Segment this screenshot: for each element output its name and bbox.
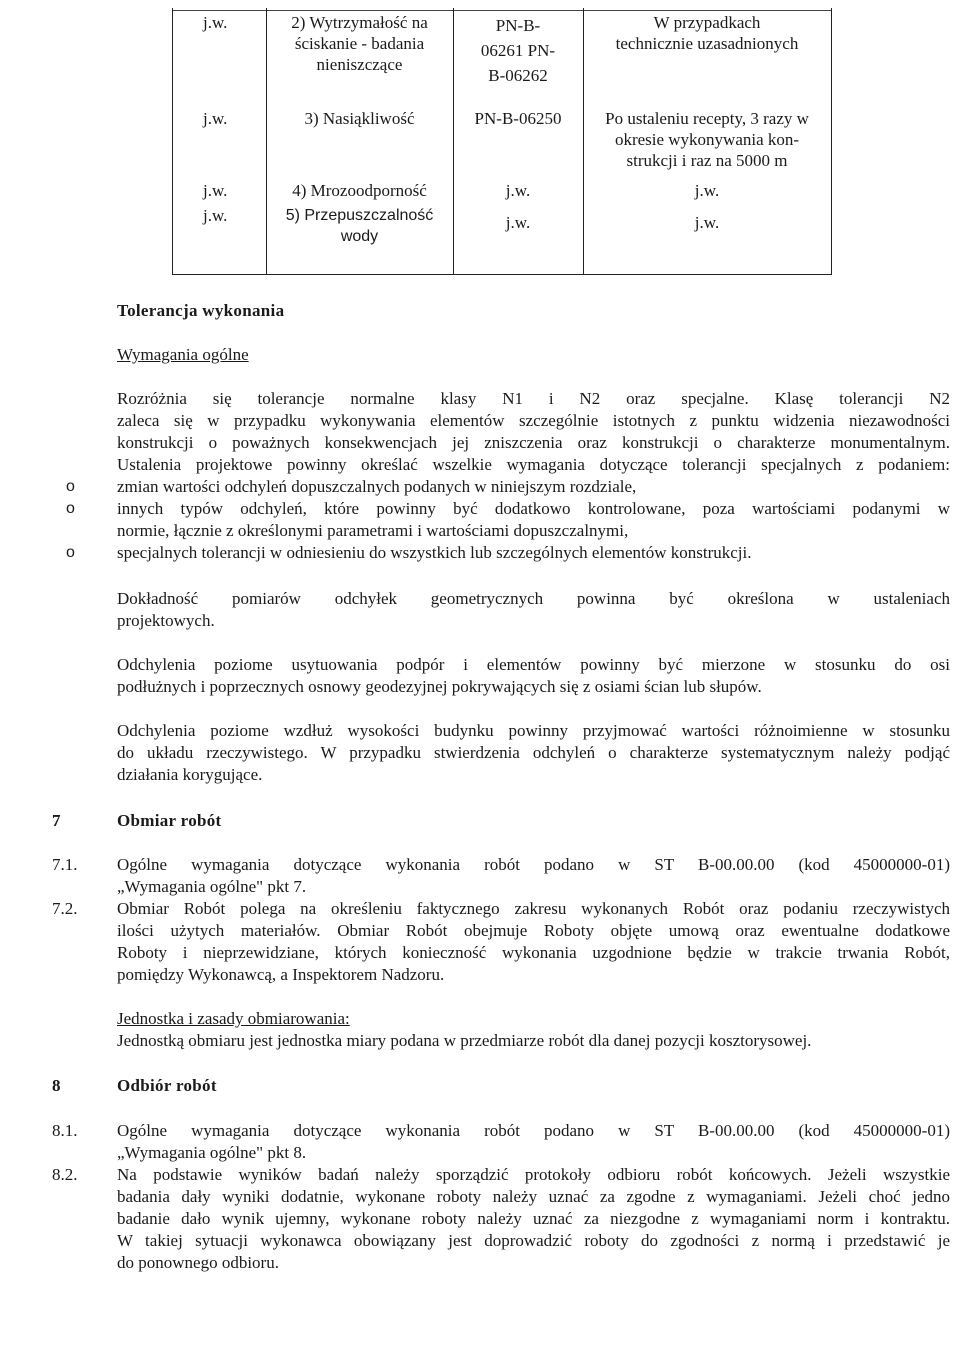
section7-item-2 xyxy=(117,898,950,986)
table-cell-row4-col4: j.w. xyxy=(694,213,720,232)
table-cell-row2-col4 xyxy=(583,108,831,171)
bullet-item-2 xyxy=(117,498,950,542)
section8-item-1 xyxy=(117,1120,950,1164)
text-line: Ogólne wymagania dotyczące wykonania robót podano w ST B-00.00.00 (kod 45000000-01) xyxy=(117,855,950,874)
item-number: 8.2. xyxy=(52,1165,78,1184)
cell-line: Po ustaleniu recepty, 3 razy w xyxy=(605,109,809,128)
section7-item-1 xyxy=(117,854,950,898)
cell-line: PN-B- xyxy=(495,16,541,35)
table-cell-row3-col4: j.w. xyxy=(694,181,720,200)
section-title-odbior: Odbiór robót xyxy=(117,1076,217,1095)
text-line: W takiej sytuacji wykonawca obowiązany jest doprowadzić roboty do zgodności z normą i przedstawić je xyxy=(117,1231,950,1250)
table-cell-row4-col3: j.w. xyxy=(505,213,531,232)
text-line: konstrukcji o poważnych konsekwencjach jej zniszczenia oraz konstrukcji o charakterze monumentalnym. xyxy=(117,433,950,452)
text-line: Obmiar Robót polega na określeniu faktycznego zakresu wykonanych Robót oraz podaniu rzeczywistych xyxy=(117,899,950,918)
text-line: badanie dało wynik ujemny, wykonane roboty należy uznać za niezgodne z wymaganiami norm i kontraktu. xyxy=(117,1209,950,1228)
cell-line: technicznie uzasadnionych xyxy=(615,34,799,53)
bullet-item-3: specjalnych tolerancji w odniesieniu do wszystkich lub szczególnych elementów konstrukcji. xyxy=(117,543,752,562)
table-cell-row1-col2 xyxy=(266,12,453,75)
cell-line: 2) Wytrzymałość na xyxy=(291,13,428,32)
text-line: Odchylenia poziome usytuowania podpór i elementów powinny być mierzone w stosunku do osi xyxy=(117,655,950,674)
cell-line: W przypadkach xyxy=(653,13,761,32)
subheading-jednostka: Jednostka i zasady obmiarowania: xyxy=(117,1009,350,1028)
text-line: Roboty i nieprzewidziane, których konieczność wykonania uzgodnione będzie w trakcie trwania Robót, xyxy=(117,943,950,962)
text-line: Odchylenia poziome wzdłuż wysokości budynku powinny przyjmować wartości różnoimienne w stosunku xyxy=(117,721,950,740)
cell-line: okresie wykonywania kon- xyxy=(614,130,800,149)
cell-line: ściskanie - badania xyxy=(294,34,425,53)
text-line: projektowych. xyxy=(117,611,215,630)
bullet-item-1: zmian wartości odchyleń dopuszczalnych podanych w niniejszym rozdziale, xyxy=(117,477,637,496)
text-line: „Wymagania ogólne" pkt 7. xyxy=(117,877,307,896)
cell-line: wody xyxy=(340,228,379,245)
text-line: badania dały wyniki dodatnie, wykonane roboty należy uznać za zgodne z wymaganiami. Jeżeli choć jedno xyxy=(117,1187,950,1206)
cell-line: nieniszczące xyxy=(316,55,403,74)
text-line: podłużnych i poprzecznych osnowy geodezyjnej pokrywających się z osiami ścian lub słupów. xyxy=(117,677,762,696)
bullet-marker: o xyxy=(66,544,75,561)
item-number: 7.2. xyxy=(52,899,78,918)
text-line: Dokładność pomiarów odchyłek geometrycznych powinna być określona w ustaleniach xyxy=(117,589,950,608)
section-number-7: 7 xyxy=(52,811,61,830)
text-line: do układu rzeczywistego. W przypadku stwierdzenia odchyleń o charakterze systematycznym należy podjąć xyxy=(117,743,950,762)
text-line: działania korygujące. xyxy=(117,765,263,784)
text-line: ilości użytych materiałów. Obmiar Robót obejmuje Roboty objęte umową oraz ewentualne dodatkowe xyxy=(117,921,950,940)
cell-line: strukcji i raz na 5000 m xyxy=(626,151,788,170)
subheading-wymagania-ogolne: Wymagania ogólne xyxy=(117,345,249,364)
bullet-marker: o xyxy=(66,500,75,517)
text-line: Na podstawie wyników badań należy sporządzić protokoły odbioru robót końcowych. Jeżeli wszystkie xyxy=(117,1165,950,1184)
text-line: „Wymagania ogólne" pkt 8. xyxy=(117,1143,307,1162)
table-cell-row1-col1: j.w. xyxy=(203,13,228,32)
item-number: 8.1. xyxy=(52,1121,78,1140)
cell-line: B-06262 xyxy=(488,66,548,85)
table-cell-row1-col4 xyxy=(583,12,831,54)
table-cell-row1-col3 xyxy=(453,13,583,88)
item-number: 7.1. xyxy=(52,855,78,874)
text-line: Ogólne wymagania dotyczące wykonania robót podano w ST B-00.00.00 (kod 45000000-01) xyxy=(117,1121,950,1140)
text-line: normie, łącznie z określonymi parametrami i wartościami dopuszczalnymi, xyxy=(117,521,629,540)
table-cell-row4-col1: j.w. xyxy=(203,206,228,225)
section8-item-2 xyxy=(117,1164,950,1274)
jednostka-text: Jednostką obmiaru jest jednostka miary podana w przedmiarze robót dla danej pozycji kosztorysowej. xyxy=(117,1031,812,1050)
section-heading-tolerancja: Tolerancja wykonania xyxy=(117,301,285,320)
tolerancja-paragraph-2 xyxy=(117,588,950,632)
tolerancja-paragraph-3 xyxy=(117,654,950,698)
cell-line: 06261 PN- xyxy=(480,41,556,60)
text-line: zaleca się w przypadku wykonywania elementów szczególnie istotnych z punktu widzenia niezawodności xyxy=(117,411,950,430)
text-line: Rozróżnia się tolerancje normalne klasy N1 i N2 oraz specjalne. Klasę tolerancji N2 xyxy=(117,389,950,408)
table-top-border xyxy=(173,10,831,11)
section-number-8: 8 xyxy=(52,1076,61,1095)
table-cell-row4-col2 xyxy=(266,205,453,247)
tolerancja-paragraph-4 xyxy=(117,720,950,786)
table-cell-row3-col2: 4) Mrozoodporność xyxy=(292,181,427,200)
bullet-marker: o xyxy=(66,478,75,495)
cell-line: 5) Przepuszczalność xyxy=(285,207,434,224)
section-title-obmiar: Obmiar robót xyxy=(117,811,222,830)
table-cell-row2-col1: j.w. xyxy=(203,109,228,128)
text-line: do ponownego odbioru. xyxy=(117,1253,279,1272)
text-line: pomiędzy Wykonawcą, a Inspektorem Nadzoru. xyxy=(117,965,445,984)
table-cell-row3-col1: j.w. xyxy=(203,181,228,200)
requirements-table xyxy=(172,8,832,275)
tolerancja-paragraph-1 xyxy=(117,388,950,476)
text-line: Ustalenia projektowe powinny określać wszelkie wymagania dotyczące tolerancji specjalnych z podaniem: xyxy=(117,455,950,474)
table-cell-row2-col2: 3) Nasiąkliwość xyxy=(304,109,415,128)
text-line: innych typów odchyleń, które powinny być dodatkowo kontrolowane, poza wartościami podanymi w xyxy=(117,499,950,518)
table-cell-row3-col3: j.w. xyxy=(505,181,531,200)
table-cell-row2-col3: PN-B-06250 xyxy=(474,109,562,128)
